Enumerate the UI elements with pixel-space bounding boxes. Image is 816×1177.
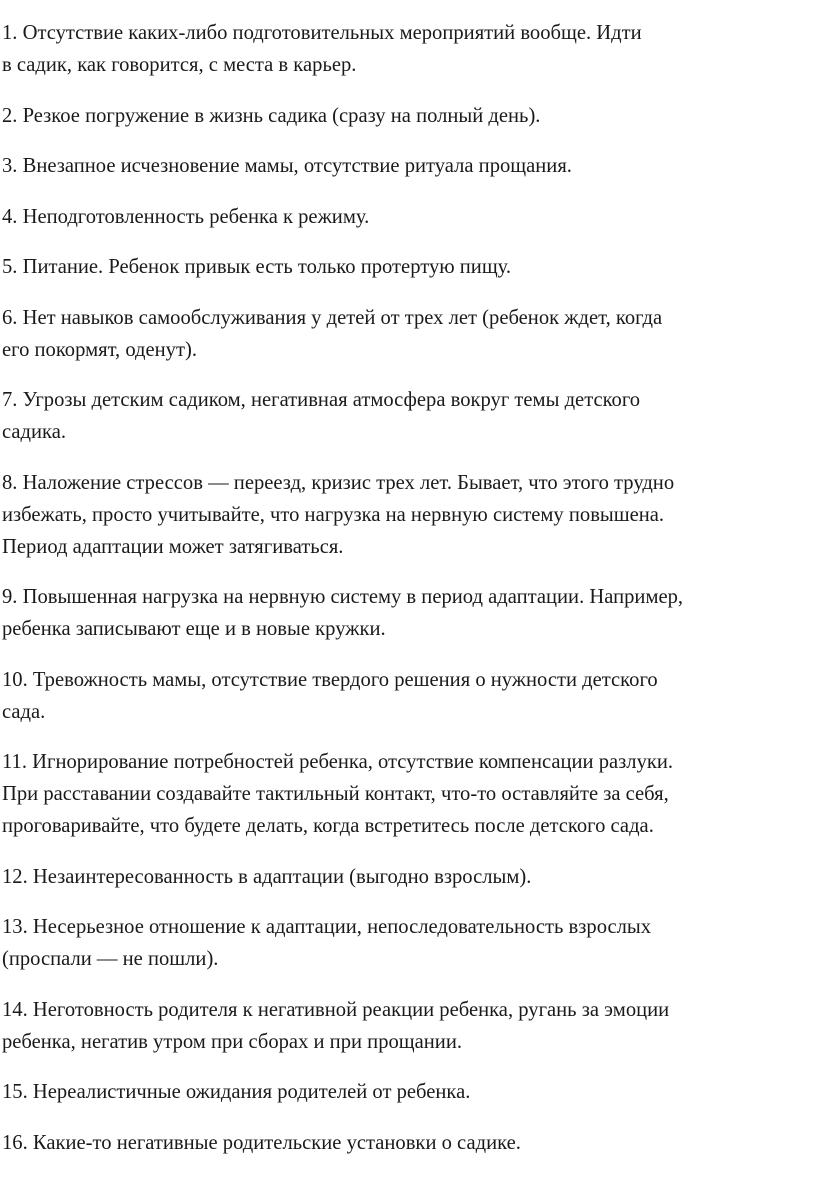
text-line: садика. [2, 421, 67, 443]
text-line: избежать, просто учитывайте, что нагрузка на нервную систему повышена. [2, 503, 665, 526]
text-line: 1. Отсутствие каких-либо подготовительных мероприятий вообще. Идти [2, 22, 642, 44]
text-line: 15. Нереалистичные ожидания родителей от ребенка. [2, 1081, 471, 1103]
text-line: 16. Какие-то негативные родительские установки о садике. [2, 1131, 521, 1154]
text-line: ребенка записывают еще и в новые кружки. [2, 618, 386, 640]
list-item-8 [2, 467, 814, 563]
list-item-10 [2, 664, 814, 728]
text-line: 12. Незаинтересованность в адаптации (выгодно взрослым). [2, 865, 532, 888]
text-line: 6. Нет навыков самообслуживания у детей от трех лет (ребенок ждет, когда [2, 306, 663, 329]
list-item-6 [2, 302, 814, 366]
text-line: в садик, как говорится, с места в карьер. [2, 54, 357, 76]
list-item-13 [2, 911, 814, 975]
list-item-11 [2, 746, 814, 842]
text-line: проговаривайте, что будете делать, когда встретитесь после детского сада. [2, 815, 654, 837]
text-line: 3. Внезапное исчезновение мамы, отсутствие ритуала прощания. [2, 155, 572, 177]
text-line: 7. Угрозы детским садиком, негативная атмосфера вокруг темы детского [2, 389, 641, 411]
text-line: 13. Несерьезное отношение к адаптации, непоследовательность взрослых [2, 916, 652, 938]
text-line: При расставании создавайте тактильный контакт, что-то оставляйте за себя, [2, 783, 669, 805]
text-line: его покормят, оденут). [2, 338, 197, 361]
list-item-4 [2, 201, 814, 233]
document-body [2, 17, 814, 1177]
text-line: 9. Повышенная нагрузка на нервную систему в период адаптации. Например, [2, 586, 684, 608]
text-line: 8. Наложение стрессов — переезд, кризис трех лет. Бывает, что этого трудно [2, 471, 675, 494]
text-line: 5. Питание. Ребенок привык есть только протертую пищу. [2, 256, 512, 278]
list-item-2 [2, 100, 814, 132]
text-line: Период адаптации может затягиваться. [2, 535, 344, 558]
list-item-5 [2, 251, 814, 283]
text-line: 4. Неподготовленность ребенка к режиму. [2, 205, 370, 228]
text-line: 11. Игнорирование потребностей ребенка, отсутствие компенсации разлуки. [2, 751, 674, 773]
text-line: ребенка, негатив утром при сборах и при прощании. [2, 1030, 462, 1053]
list-item-3 [2, 150, 814, 182]
list-item-15 [2, 1076, 814, 1108]
text-line: (проспали — не пошли). [2, 948, 219, 970]
list-item-12 [2, 861, 814, 893]
list-item-9 [2, 581, 814, 645]
text-line: 2. Резкое погружение в жизнь садика (сразу на полный день). [2, 104, 541, 127]
text-line: 10. Тревожность мамы, отсутствие твердого решения о нужности детского [2, 668, 658, 691]
list-item-16 [2, 1127, 814, 1159]
text-line: 14. Неготовность родителя к негативной реакции ребенка, ругань за эмоции [2, 998, 670, 1021]
list-item-14 [2, 994, 814, 1058]
text-line: сада. [2, 700, 46, 723]
list-item-7 [2, 384, 814, 448]
list-item-1 [2, 17, 814, 81]
